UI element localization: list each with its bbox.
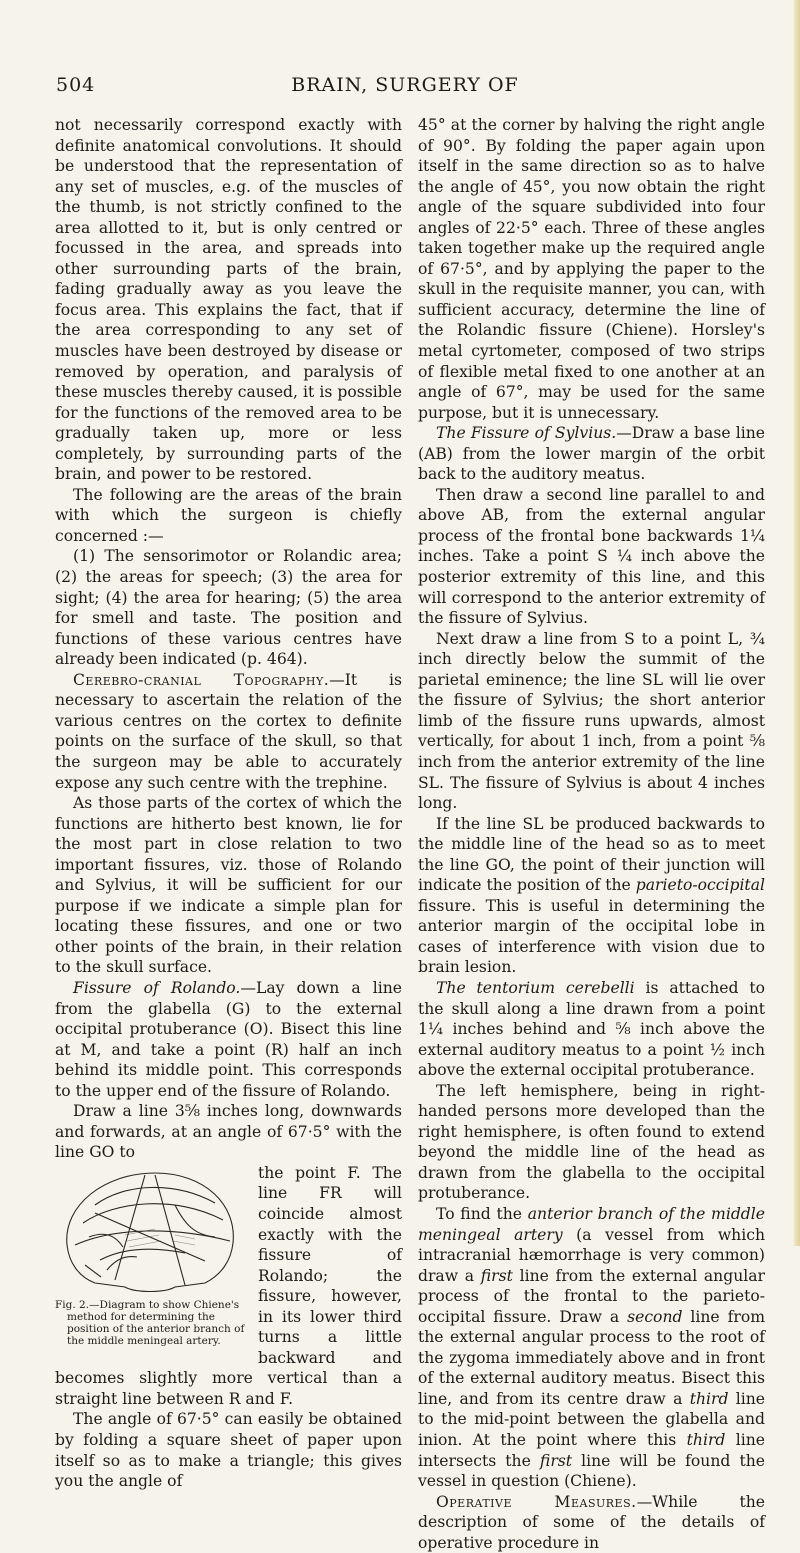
paragraph-text: To find the xyxy=(436,1204,528,1223)
paragraph: the point F. The line FR will coincide almost exactly with the fissure of Rolando; the fissure, however, in its lower third turns a little backward and becomes slightly more vertical than a straight line between R and F. xyxy=(55,1163,402,1408)
paragraph-text: —It is necessary to ascertain the relation of the various centres on the cortex to definite points on the surface of the skull, so that the surgeon may be able to accurately expose any such centre with the trephine. xyxy=(55,670,402,792)
emphasis: first xyxy=(539,1451,573,1470)
emphasis: third xyxy=(686,1431,726,1449)
paragraph-text: (a vessel from which intracranial hæmorrhage is very common) draw a xyxy=(418,1225,765,1285)
running-header xyxy=(56,74,754,100)
paragraph-text: —Draw a base line (AB) from the lower margin of the orbit back to the auditory meatus. xyxy=(418,424,765,484)
section-heading: The Fissure of Sylvius. xyxy=(436,424,617,443)
paragraph xyxy=(418,978,765,1081)
paragraph-text: —While the description of some of the details of operative procedure in xyxy=(418,1492,765,1552)
paragraph-text: line from the external angular process of the frontal to the parieto-occipital fissure. Draw a xyxy=(418,1266,765,1326)
paragraph xyxy=(418,423,765,485)
figure xyxy=(55,1165,250,1347)
paragraph: The following are the areas of the brain with which the surgeon is chiefly concerned :— xyxy=(55,485,402,545)
paragraph-text: fissure. This is useful in determining the anterior margin of the occipital lobe in cases of interference with vision due to brain lesion. xyxy=(418,896,765,977)
page-number: 504 xyxy=(56,74,96,96)
right-column xyxy=(418,115,765,1553)
section-heading: Operative Measures. xyxy=(436,1492,637,1511)
running-title: BRAIN, SURGERY OF xyxy=(291,74,519,96)
emphasis: anterior branch of the middle meningeal artery xyxy=(418,1204,765,1244)
paragraph: The left hemisphere, being in right-handed persons more developed than the right hemisphere, is often found to extend beyond the middle line of the head as drawn from the glabella to the occipital protuberance. xyxy=(418,1081,765,1203)
page-edge xyxy=(794,0,800,1246)
paragraph-text: line from the external angular process to the root of the zygoma immediately above and in front of the external auditory meatus. Bisect this line, and from its centre draw a xyxy=(418,1307,765,1408)
paragraph-text: line intersects the xyxy=(418,1431,765,1470)
paragraph: The angle of 67·5° can easily be obtained by folding a square sheet of paper upon itself so as to make a triangle; this gives you the angle of xyxy=(55,1410,402,1491)
skull-diagram xyxy=(55,1165,247,1297)
emphasis: first xyxy=(480,1266,513,1285)
paragraph xyxy=(418,1492,765,1553)
figure-caption: Fig. 2.—Diagram to show Chiene's method for determining the position of the anterior branch of the middle meningeal artery. xyxy=(55,1298,245,1347)
paragraph: Next draw a line from S to a point L, ¾ inch directly below the summit of the parietal eminence; the line SL will lie over the fissure of Sylvius; the short anterior limb of the fissure runs upwards, almost vertically, for about 1 inch, from a point ⅝ inch from the anterior extremity of the line SL. The fissure of Sylvius is about 4 inches long. xyxy=(418,629,765,813)
emphasis: third xyxy=(689,1389,729,1408)
paragraph-text: line to the mid-point between the glabella and inion. At the point where this xyxy=(418,1389,765,1449)
left-column xyxy=(55,115,402,1492)
paragraph: 45° at the corner by halving the right angle of 90°. By folding the paper again upon itself in the same direction so as to halve the angle of 45°, you now obtain the right angle of the square subdivided into four angles of 22·5° each. Three of these angles taken together make up the required angle of 67·5°, and by applying the paper to the skull in the requisite manner, you can, with sufficient accuracy, determine the line of the Rolandic fissure (Chiene). Horsley's metal cyrtometer, composed of two strips of flexible metal fixed to one another at an angle of 67°, may be used for the same purpose, but it is unnecessary. xyxy=(418,116,765,422)
section-heading: Cerebro-cranial Topography. xyxy=(73,670,330,689)
section-heading: Fissure of Rolando. xyxy=(73,978,241,997)
paragraph: As those parts of the cortex of which the functions are hitherto best known, lie for the most part in close relation to two important fissures, viz. those of Rolando and Sylvius, it will be sufficient for our purpose if we indicate a simple plan for locating these fissures, and one or two other points of the brain, in their relation to the skull surface. xyxy=(55,794,402,977)
paragraph xyxy=(418,1204,765,1492)
paragraph xyxy=(55,978,402,1101)
paragraph: Then draw a second line parallel to and above AB, from the external angular process of the frontal bone backwards 1¼ inches. Take a point S ¼ inch above the posterior extremity of this line, and this will correspond to the anterior extremity of the fissure of Sylvius. xyxy=(418,485,765,628)
emphasis: parieto-occipital xyxy=(635,876,765,895)
paragraph: (1) The sensorimotor or Rolandic area; (2) the areas for speech; (3) the area for sight; (4) the area for hearing; (5) the area for smell and taste. The position and functions of these various centres have already been indicated (p. 464). xyxy=(55,547,402,669)
emphasis: second xyxy=(627,1307,683,1326)
paragraph xyxy=(418,814,765,978)
section-heading: The tentorium cerebelli xyxy=(436,978,635,997)
paragraph xyxy=(55,670,402,793)
paragraph: Draw a line 3⅝ inches long, downwards and forwards, at an angle of 67·5° with the line GO to xyxy=(55,1102,402,1162)
paragraph-text: line will be found the vessel in question (Chiene). xyxy=(418,1451,765,1491)
paragraph-text: If the line SL be produced backwards to the middle line of the head so as to meet the line GO, the point of their junction will indicate the position of the xyxy=(418,814,765,895)
paragraph-text: is attached to the skull along a line drawn from a point 1¼ inches behind and ⅝ inch above the external auditory meatus to a point ½ inch above the external occipital protuberance. xyxy=(418,978,765,1080)
paragraph: not necessarily correspond exactly with definite anatomical convolutions. It should be understood that the representation of any set of muscles, e.g. of the muscles of the thumb, is not strictly confined to the area allotted to it, but is only centred or focussed in the area, and spreads into other surrounding parts of the brain, fading gradually away as you leave the focus area. This explains the fact, that if the area corresponding to any set of muscles have been destroyed by disease or removed by operation, and paralysis of these muscles thereby caused, it is possible for the functions of the removed area to be gradually taken up, more or less completely, by surrounding parts of the brain, and power to be restored. xyxy=(55,116,402,484)
paragraph-text: —Lay down a line from the glabella (G) to the external occipital protuberance (O). Bisect this line at M, and take a point (R) half an inch behind its middle point. This corresponds to the upper end of the fissure of Rolando. xyxy=(55,978,403,1100)
